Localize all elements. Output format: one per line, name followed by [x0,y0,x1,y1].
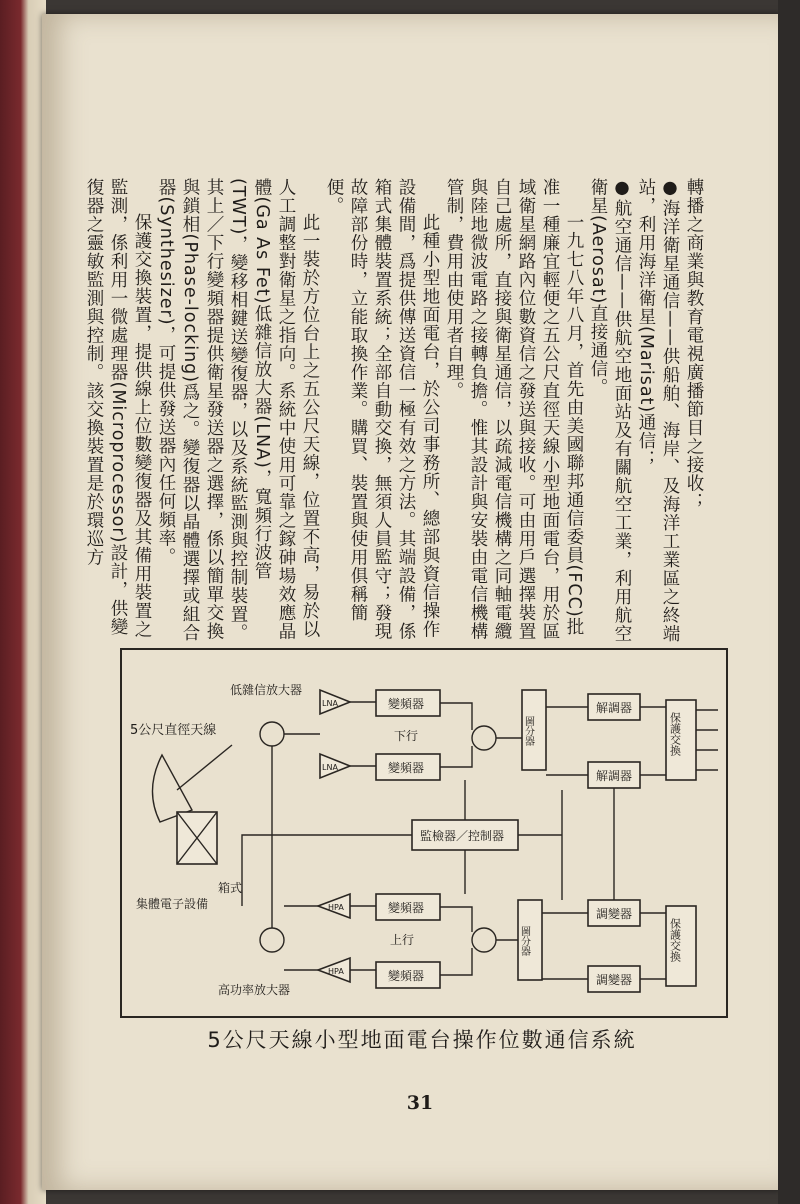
lna-label: 低雜信放大器 [230,683,303,697]
hpa-label: 高功率放大器 [218,983,291,997]
uplink-label: 上行 [390,933,415,947]
paragraph: 一九七八年八月，首先由美國聯邦通信委員(FCC)批准一種廉宜輕便之五公尺直徑天線小型地面電台，用於區域衛星網路內位數資信之發送與接收。可由用戶選擇裝置自己處所，直接與衛星通信，以疏減電信機構之同軸電纜與陸地微波電路之接轉負擔。惟其設計與安裝由電信機構管制，費用由使用者自理。 [444,178,584,641]
protection-switch-up-label: 保護交換 [668,918,682,962]
lna-amp-1-label: LNA [322,699,338,708]
downlink-label: 下行 [394,729,419,743]
controller-label: 監檢器／控制器 [420,829,505,843]
protection-switch-down-label: 保護交換 [668,712,682,756]
antenna-label: 5公尺直徑天線 [130,723,217,738]
cabinet-label-2: 集體電子設備 [136,897,209,911]
splitter-down-label: 圖分器 [522,716,534,746]
book-spine [0,0,46,1204]
paragraph: 此一裝於方位台上之五公尺天線，位置不高，易於以人工調整對衛星之指向。系統中使用可靠之鎵砷場效應晶體(Ga As Fet)低雜信放大器(LNA)，寬頻行波管(TWT)，變移相鍵送變復器，以及系統監測與控制裝置。其上／下行變頻器提供衛星發送器之選擇，係以簡單交換與鎖相(Phase-locking)爲之。變復器以晶體選擇或組合器(Synthesizer)，可提供發送器內任何頻率。 [156,178,320,643]
circulator-down [260,722,284,746]
lna-amp-2-label: LNA [322,763,338,772]
body-text [84,178,706,648]
downconverter-1-label: 變頻器 [388,697,425,711]
switch-down [472,726,496,750]
paragraph: ●海洋衛星通信——供船舶、海岸、及海洋工業區之終端站，利用海洋衛星(Marisat)通信； [636,178,680,643]
antenna-feed [177,745,232,790]
modulator-1-label: 調變器 [596,907,633,921]
paragraph: ●航空通信——供航空地面站及有關航空工業，利用航空衛星(Aerosat)直接通信。 [588,178,632,643]
modulator-2-label: 調變器 [596,973,633,987]
hpa-amp-2-label: HPA [328,967,344,976]
figure-caption: 5公尺天線小型地面電台操作位數通信系統 [207,1028,637,1052]
circulator-up [260,928,284,952]
hpa-amp-1-label: HPA [328,903,344,912]
paragraph: 此種小型地面電台，於公司事務所、總部與資信操作設備間，爲提供傳送資信一極有效之方法。其端設備，係箱式集體裝置系統；全部自動交換，無須人員監守；發現故障部份時，立能取換作業。購買、裝置與使用俱稱簡便。 [324,178,440,641]
downlink-wiring [284,702,718,775]
paragraph: 轉播之商業與教育電視廣播節目之接收； [684,178,704,511]
downconverter-2-label: 變頻器 [388,761,425,775]
upconverter-1-label: 變頻器 [388,901,425,915]
switch-up [472,928,496,952]
upconverter-2-label: 變頻器 [388,969,425,983]
splitter-up-label: 圖分器 [518,926,530,956]
page-number: 31 [406,1092,434,1114]
demodulator-2-label: 解調器 [596,769,633,783]
background-edge [778,0,800,1204]
diagram-svg [122,650,726,1016]
paragraph: 保護交換裝置，提供線上位數變復器及其備用裝置之監測，係利用一微處理器(Microprocessor)設計，供變復器之靈敏監測與控制。該交換裝置是於環巡方 [84,178,152,639]
system-diagram [120,648,728,1018]
demodulator-1-label: 解調器 [596,701,633,715]
cabinet-label-1: 箱式 [218,881,243,895]
